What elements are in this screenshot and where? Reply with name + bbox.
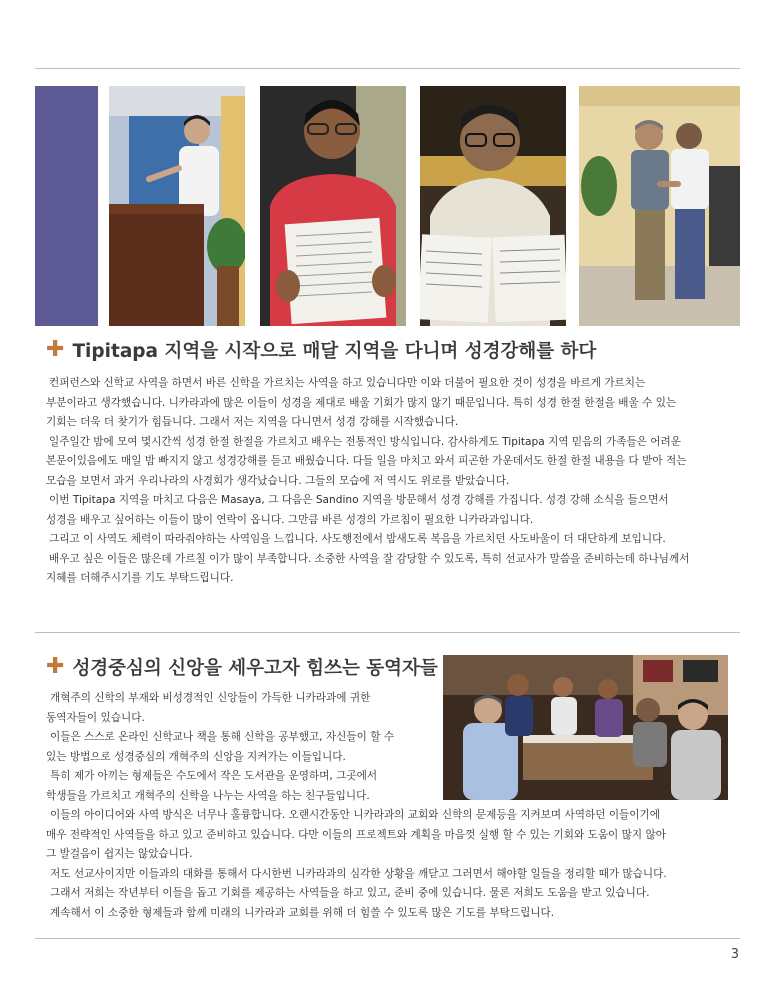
- section-body-tipitapa: [46, 374, 689, 589]
- paragraph-line: 일주일간 밤에 모여 몇시간씩 성경 한절 한절을 가르치고 배우는 전통적인 방식입니다. 감사하게도 Tipitapa 지역 믿음의 가족들은 어려운: [49, 435, 682, 448]
- photo-coworkers-group: [443, 655, 728, 800]
- paragraph-line: 컨퍼런스와 신학교 사역을 하면서 바른 신학을 가르치는 사역을 하고 있습니다만 이와 더불어 필요한 것이 성경을 바르게 가르치는: [49, 377, 646, 389]
- photo-two-men-greeting: [579, 86, 740, 326]
- top-rule: [35, 68, 740, 69]
- photo-preacher-at-podium: [109, 86, 245, 326]
- paragraph-line: 이들은 스스로 온라인 신학교나 책을 통해 신학을 공부했고, 자신들이 할 수: [50, 731, 395, 743]
- paragraph-line: 모습을 보면서 과거 우리나라의 사경회가 생각났습니다. 그들의 모습에 저 역시도 위로를 받았습니다.: [46, 474, 510, 487]
- bottom-rule: [35, 938, 740, 939]
- section-title-text: Tipitapa 지역을 시작으로 매달 지역을 다니며 성경강해를 하다: [72, 341, 597, 362]
- paragraph-line: 성경을 배우고 싶어하는 이들이 많이 연락이 옵니다. 그만큼 바른 성경의 가르침이 필요한 니카라과입니다.: [46, 513, 534, 526]
- paragraph-line: 이들의 아이디어와 사역 방식은 너무나 훌륭합니다. 오랜시간동안 니카라과의 교회와 신학의 문제등을 지켜보며 사역하던 이들이기에: [50, 809, 660, 821]
- photo-man-holding-notes: [420, 86, 566, 326]
- section-title-tipitapa: [46, 337, 596, 363]
- paragraph-line: 기회는 더욱 더 찾기가 힘듭니다. 그래서 저는 지역을 다니면서 성경 강해를 시작했습니다.: [46, 416, 459, 428]
- photo-young-man-with-notes: [260, 86, 406, 326]
- section-title-text: 성경중심의 신앙을 세우고자 힘쓰는 동역자들: [72, 658, 438, 679]
- paragraph-line: 그리고 이 사역도 체력이 따라줘야하는 사역임을 느낍니다. 사도행전에서 밤새도록 복음을 가르치던 사도바울이 더 대단하게 보입니다.: [49, 533, 666, 545]
- middle-rule: [35, 632, 740, 633]
- paragraph-line: 동역자들이 있습니다.: [46, 711, 145, 724]
- paragraph-line: 있는 방법으로 성경중심의 개혁주의 신앙을 지켜가는 이들입니다.: [46, 750, 346, 763]
- paragraph-line: 그 발걸음이 쉽지는 않았습니다.: [46, 848, 193, 860]
- color-swatch: [35, 86, 98, 326]
- section-body-coworkers-main: [46, 806, 667, 923]
- paragraph-line: 저도 선교사이지만 이들과의 대화를 통해서 다시한번 니카라과의 심각한 상황을 깨닫고 그러면서 해야할 일들을 정리할 때가 많습니다.: [50, 867, 667, 880]
- paragraph-line: 부분이라고 생각했습니다. 니카라과에 많은 이들이 성경을 제대로 배울 기회가 많지 않기 때문입니다. 특히 성경 한절 한절을 배울 수 있는: [46, 396, 677, 409]
- paragraph-line: 계속해서 이 소중한 형제들과 함께 미래의 니카라과 교회를 위해 더 힘쓸 수 있도록 많은 기도를 부탁드립니다.: [50, 906, 555, 919]
- paragraph-line: 특히 제가 아끼는 형제들은 수도에서 작은 도서관을 운영하며, 그곳에서: [50, 770, 378, 782]
- page-number: 3: [730, 947, 739, 962]
- plus-icon: ✚: [46, 654, 65, 679]
- paragraph-line: 본문이있음에도 매일 밤 빠지지 않고 성경강해를 듣고 배웠습니다. 다들 일을 마치고 와서 피곤한 가운데서도 한절 한절 내용을 다 받아 적는: [46, 455, 687, 467]
- paragraph-line: 그래서 저희는 작년부터 이들을 돕고 기회를 제공하는 사역들을 하고 있고, 준비 중에 있습니다. 물론 저희도 도움을 받고 있습니다.: [50, 887, 650, 899]
- section-title-coworkers: [46, 654, 438, 680]
- paragraph-line: 개혁주의 신학의 부재와 비성경적인 신앙들이 가득한 니카라과에 귀한: [50, 692, 371, 704]
- paragraph-line: 학생들을 가르치고 개혁주의 신학을 나누는 사역을 하는 친구들입니다.: [46, 789, 370, 802]
- photo-strip: [35, 86, 740, 326]
- paragraph-line: 매우 전략적인 사역들을 하고 있고 준비하고 있습니다. 다만 이들의 프로젝트와 계획을 마음껏 실행 할 수 있는 기회와 도움이 많지 않아: [46, 828, 666, 841]
- paragraph-line: 지혜를 더해주시기를 기도 부탁드립니다.: [46, 572, 234, 584]
- plus-icon: ✚: [46, 337, 65, 362]
- section-body-coworkers-intro: [46, 689, 394, 806]
- paragraph-line: 이번 Tipitapa 지역을 마치고 다음은 Masaya, 그 다음은 Sandino 지역을 방문해서 성경 강해를 가집니다. 성경 강해 소식을 들으면서: [49, 494, 669, 506]
- paragraph-line: 배우고 싶은 이들은 많은데 가르칠 이가 많이 부족합니다. 소중한 사역을 잘 감당할 수 있도록, 특히 선교사가 말씀을 준비하는데 하나님께서: [49, 552, 690, 565]
